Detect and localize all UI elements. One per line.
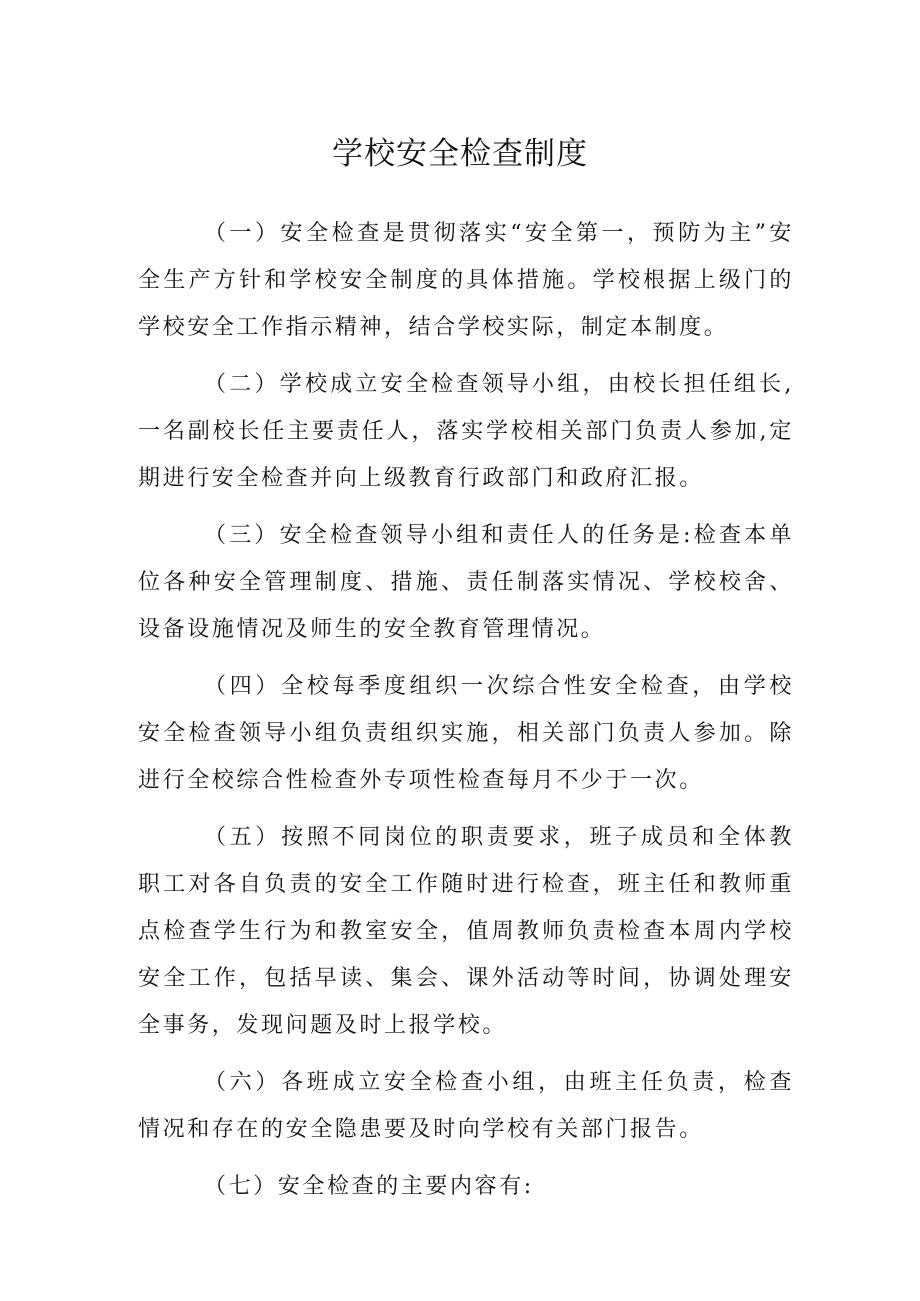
document-title: 学校安全检查制度: [332, 136, 588, 172]
paragraph-1: （一）安全检查是贯彻落实“安全第一，预防为主”安全生产方针和学校安全制度的具体措施。学校根据上级门的学校安全工作指示精神，结合学校实际，制定本制度。: [138, 221, 794, 340]
paragraph-2: （二）学校成立安全检查领导小组，由校长担任组长,一名副校长任主要责任人，落实学校相关部门负责人参加,定期进行安全检查并向上级教育行政部门和政府汇报。: [138, 372, 794, 491]
paragraph-5: （五）按照不同岗位的职责要求，班子成员和全体教职工对各自负责的安全工作随时进行检查，班主任和教师重点检查学生行为和教室安全，值周教师负责检查本周内学校安全工作，包括早读、集会、课外活动等时间，协调处理安全事务，发现问题及时上报学校。: [138, 825, 794, 1038]
document-body: [138, 210, 794, 1220]
paragraph-3: （三）安全检查领导小组和责任人的任务是:检查本单位各种安全管理制度、措施、责任制落实情况、学校校舍、设备设施情况及师生的安全教育管理情况。: [138, 523, 794, 642]
paragraph-4: （四）全校每季度组织一次综合性安全检查，由学校安全检查领导小组负责组织实施，相关部门负责人参加。除进行全校综合性检查外专项性检查每月不少于一次。: [138, 674, 794, 793]
paragraph-6: （六）各班成立安全检查小组，由班主任负责，检查情况和存在的安全隐患要及时向学校有关部门报告。: [138, 1070, 794, 1142]
paragraph-7: （七）安全检查的主要内容有:: [204, 1174, 534, 1199]
